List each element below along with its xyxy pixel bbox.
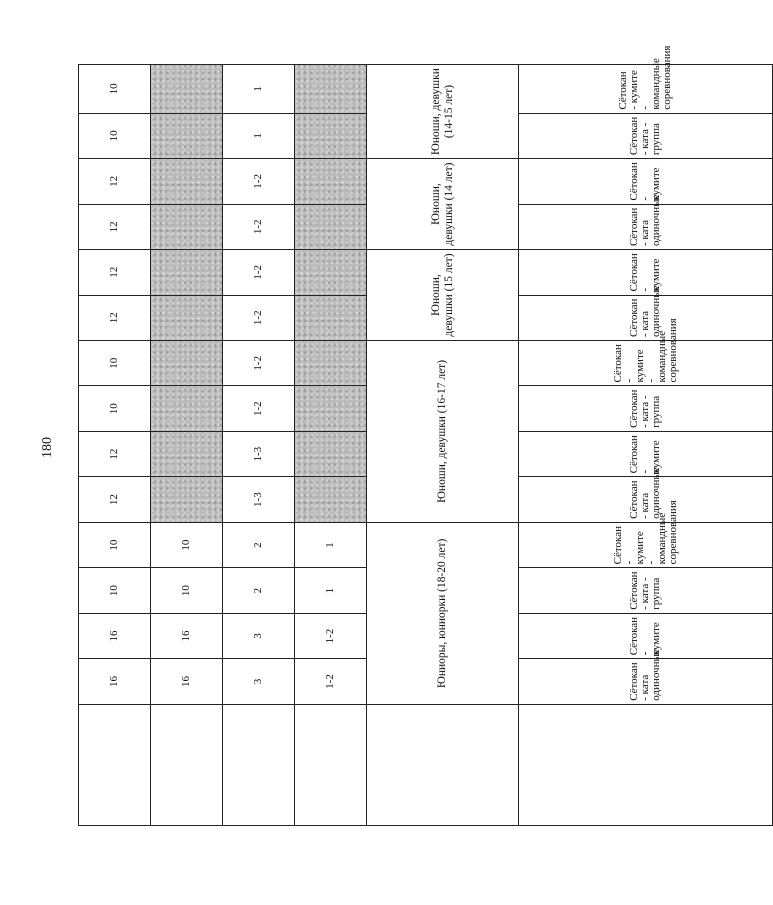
discipline-cell: Сётокан - ката одиночные bbox=[519, 477, 773, 522]
value-cell: 3 bbox=[223, 659, 295, 704]
empty-header-cell bbox=[367, 704, 519, 825]
value-cell: 12 bbox=[79, 250, 151, 295]
value-cell: 1-2 bbox=[223, 159, 295, 204]
value-cell: 1 bbox=[295, 522, 367, 567]
value-cell: 1 bbox=[223, 65, 295, 114]
age-group-cell: Юноши, девушки (14-15 лет) bbox=[367, 65, 519, 159]
discipline-cell: Сётокан - кумите - командные соревнования bbox=[519, 522, 773, 567]
shaded-cell bbox=[295, 250, 367, 295]
value-cell: 12 bbox=[79, 431, 151, 476]
value-cell: 10 bbox=[79, 65, 151, 114]
value-cell: 12 bbox=[79, 295, 151, 340]
shaded-cell bbox=[151, 431, 223, 476]
discipline-cell: Сётокан - кумите bbox=[519, 250, 773, 295]
shaded-cell bbox=[295, 113, 367, 158]
value-cell: 2 bbox=[223, 522, 295, 567]
value-cell: 10 bbox=[79, 386, 151, 431]
shaded-cell bbox=[295, 477, 367, 522]
value-cell: 10 bbox=[79, 113, 151, 158]
discipline-cell: Сётокан - кумите bbox=[519, 159, 773, 204]
rotated-table-container bbox=[78, 45, 679, 826]
value-cell: 12 bbox=[79, 204, 151, 249]
shaded-cell bbox=[295, 431, 367, 476]
page-number: 180 bbox=[40, 437, 55, 458]
shaded-cell bbox=[295, 386, 367, 431]
empty-header-cell bbox=[151, 704, 223, 825]
empty-header-cell bbox=[79, 704, 151, 825]
shaded-cell bbox=[151, 113, 223, 158]
value-cell: 10 bbox=[79, 568, 151, 613]
value-cell: 1-3 bbox=[223, 431, 295, 476]
empty-header-cell bbox=[519, 704, 773, 825]
shaded-cell bbox=[151, 340, 223, 385]
shaded-cell bbox=[295, 340, 367, 385]
value-cell: 1-2 bbox=[223, 204, 295, 249]
shaded-cell bbox=[151, 250, 223, 295]
discipline-cell: Сётокан - кумите - командные соревнования bbox=[519, 65, 773, 114]
value-cell: 1-2 bbox=[223, 295, 295, 340]
value-cell: 3 bbox=[223, 613, 295, 658]
value-cell: 1 bbox=[223, 113, 295, 158]
discipline-cell: Сётокан - ката - группа bbox=[519, 113, 773, 158]
value-cell: 10 bbox=[79, 522, 151, 567]
shaded-cell bbox=[295, 159, 367, 204]
competition-table bbox=[78, 45, 773, 826]
value-cell: 2 bbox=[223, 568, 295, 613]
shaded-cell bbox=[295, 295, 367, 340]
discipline-cell: Сётокан - кумите bbox=[519, 613, 773, 658]
shaded-cell bbox=[151, 295, 223, 340]
value-cell: 10 bbox=[151, 568, 223, 613]
value-cell: 12 bbox=[79, 477, 151, 522]
value-cell: 1-2 bbox=[223, 250, 295, 295]
age-group-cell: Юноши, девушки (16-17 лет) bbox=[367, 340, 519, 522]
discipline-cell: Сётокан - ката одиночные bbox=[519, 659, 773, 704]
shaded-cell bbox=[151, 204, 223, 249]
age-group-cell: Юноши, девушки (15 лет) bbox=[367, 250, 519, 341]
discipline-cell: Сётокан - кумите bbox=[519, 431, 773, 476]
value-cell: 1-2 bbox=[295, 659, 367, 704]
value-cell: 10 bbox=[151, 522, 223, 567]
value-cell: 16 bbox=[151, 659, 223, 704]
shaded-cell bbox=[151, 159, 223, 204]
discipline-cell: Сётокан - ката одиночные bbox=[519, 295, 773, 340]
age-group-cell: Юниоры, юниорки (18-20 лет) bbox=[367, 522, 519, 704]
shaded-cell bbox=[295, 65, 367, 114]
value-cell: 16 bbox=[151, 613, 223, 658]
empty-header-cell bbox=[223, 704, 295, 825]
value-cell: 1-2 bbox=[295, 613, 367, 658]
discipline-cell: Сётокан - ката одиночные bbox=[519, 204, 773, 249]
value-cell: 12 bbox=[79, 159, 151, 204]
value-cell: 1 bbox=[295, 568, 367, 613]
shaded-cell bbox=[295, 204, 367, 249]
empty-header-cell bbox=[295, 704, 367, 825]
shaded-cell bbox=[151, 65, 223, 114]
discipline-cell: Сётокан - кумите - командные соревнования bbox=[519, 340, 773, 385]
value-cell: 16 bbox=[79, 613, 151, 658]
value-cell: 10 bbox=[79, 340, 151, 385]
shaded-cell bbox=[151, 386, 223, 431]
discipline-cell: Сётокан - ката - группа bbox=[519, 568, 773, 613]
shaded-cell bbox=[151, 477, 223, 522]
value-cell: 1-3 bbox=[223, 477, 295, 522]
age-group-cell: Юноши, девушки (14 лет) bbox=[367, 159, 519, 250]
value-cell: 1-2 bbox=[223, 340, 295, 385]
value-cell: 16 bbox=[79, 659, 151, 704]
discipline-cell: Сётокан - ката - группа bbox=[519, 386, 773, 431]
value-cell: 1-2 bbox=[223, 386, 295, 431]
